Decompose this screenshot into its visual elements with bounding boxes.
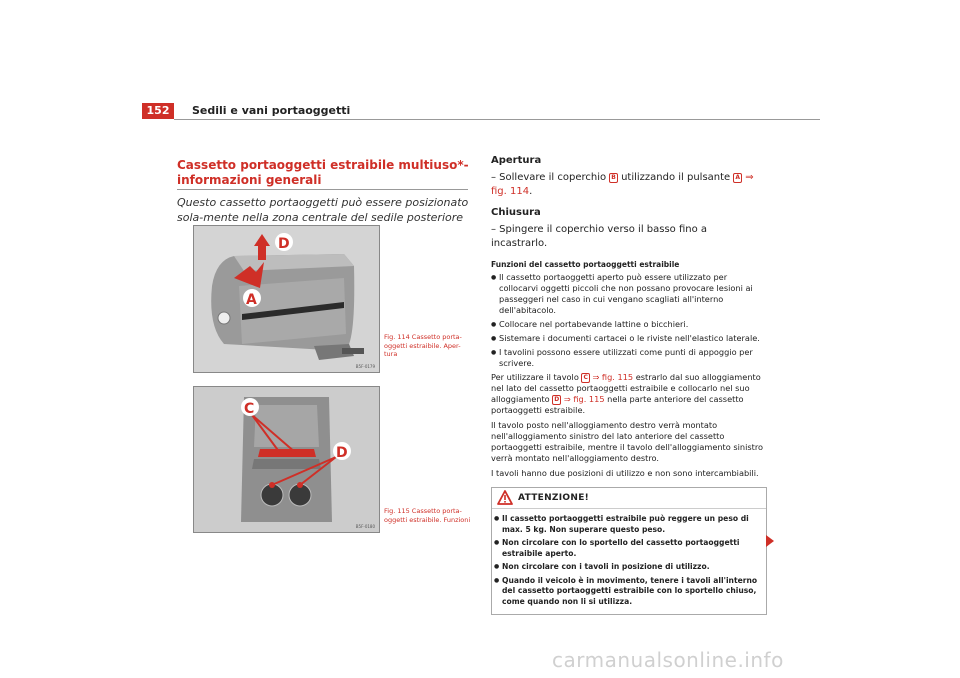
- figure-code: B5F-0180: [355, 524, 375, 529]
- funzioni-title: Funzioni del cassetto portaoggetti estraibile: [491, 260, 680, 269]
- warning-body: [492, 509, 766, 614]
- figure-114-caption: Fig. 114 Cassetto porta-oggetti estraibile. Aper-tura: [384, 333, 462, 358]
- funzioni-bullet: ● Il cassetto portaoggetti aperto può essere utilizzato per collocarvi oggetti piccoli che non possano provocare lesioni ai passeggeri nel caso in cui vengano scagliati all'interno dell'abitacolo.: [491, 272, 765, 316]
- warning-triangle-icon: [497, 490, 513, 505]
- chiusura-title: Chiusura: [491, 207, 541, 218]
- figure-115: [193, 386, 380, 533]
- badge-c: C: [583, 374, 588, 381]
- funzioni-paragraph-1: [491, 372, 765, 416]
- apertura-title: Apertura: [491, 155, 542, 166]
- figure-115-caption: Fig. 115 Cassetto porta-oggetti estraibile. Funzioni: [384, 507, 471, 524]
- figure-114: [193, 225, 380, 373]
- section-title: Cassetto portaoggetti estraibile multiuso*- informazioni generali: [177, 158, 469, 187]
- warning-bullet: ● Non circolare con lo sportello del cassetto portaoggetti estraibile aperto.: [494, 538, 764, 559]
- warning-box: [491, 487, 767, 615]
- apertura-text: – Sollevare il coperchio: [491, 172, 607, 183]
- right-column: [491, 155, 765, 615]
- chiusura-step: – Spingere il coperchio verso il basso fino a incastrarlo.: [491, 224, 708, 249]
- badge-d: D: [554, 396, 560, 403]
- apertura-text: utilizzando il pulsante: [621, 172, 731, 183]
- badge-b: B: [611, 174, 616, 181]
- watermark: carmanualsonline.info: [552, 648, 784, 672]
- apertura-text: .: [529, 186, 533, 197]
- warning-title: ATTENZIONE!: [518, 493, 590, 503]
- section-rule: [177, 189, 468, 190]
- page-header: Sedili e vani portaoggetti: [192, 104, 351, 117]
- figure-code: B5F-0179: [355, 364, 375, 369]
- para-text: nella parte anteriore del cassetto portaoggetti estraibile.: [491, 394, 744, 415]
- header-rule: [174, 119, 820, 120]
- figure-label-c: C: [244, 401, 255, 417]
- para-text: Per utilizzare il tavolo: [491, 372, 579, 382]
- figure-label-d: D: [336, 445, 348, 461]
- warning-bullet: ● Quando il veicolo è in movimento, tenere i tavoli all'interno del cassetto portaoggetti estraibile con lo sportello chiuso, come quando non li si utilizza.: [494, 576, 764, 608]
- figure-label-a: A: [246, 292, 257, 308]
- page-number: 152: [142, 103, 174, 119]
- para-text: estrarlo dal suo alloggiamento nel lato del cassetto portaoggetti estraibile e collocarlo nel suo alloggiamento: [491, 372, 761, 404]
- funzioni-paragraph-2: Il tavolo posto nell'alloggiamento destro verrà montato nell'alloggiamento sinistro del lato anteriore del cassetto portaoggetti estraibile, mentre il tavolo dell'alloggiamento sinistro verrà montato nell'alloggiamento destro.: [491, 420, 764, 463]
- funzioni-bullet: ● Collocare nel portabevande lattine o bicchieri.: [491, 319, 765, 330]
- funzioni-paragraph-3: I tavoli hanno due posizioni di utilizzo e non sono intercambiabili.: [491, 468, 759, 478]
- badge-a: A: [735, 174, 741, 181]
- section-intro: Questo cassetto portaoggetti può essere posizionato sola-mente nella zona centrale del sedile posteriore: [177, 196, 469, 224]
- figure-label-b: D: [278, 236, 290, 252]
- fig-114-link[interactable]: ⇒ fig. 114: [491, 172, 754, 197]
- warning-header: [492, 488, 766, 509]
- funzioni-bullet: ● Sistemare i documenti cartacei o le riviste nell'elastico laterale.: [491, 333, 765, 344]
- next-page-arrow-icon[interactable]: [766, 535, 774, 547]
- apertura-step: [491, 171, 765, 199]
- funzioni-bullet: ● I tavolini possono essere utilizzati come punti di appoggio per scrivere.: [491, 347, 765, 369]
- warning-bullet: ● Non circolare con i tavoli in posizione di utilizzo.: [494, 562, 764, 573]
- fig-115-link[interactable]: ⇒ fig. 115: [592, 372, 634, 382]
- fig-115-link[interactable]: ⇒ fig. 115: [563, 394, 605, 404]
- warning-bullet: ● Il cassetto portaoggetti estraibile può reggere un peso di max. 5 kg. Non superare questo peso.: [494, 514, 764, 535]
